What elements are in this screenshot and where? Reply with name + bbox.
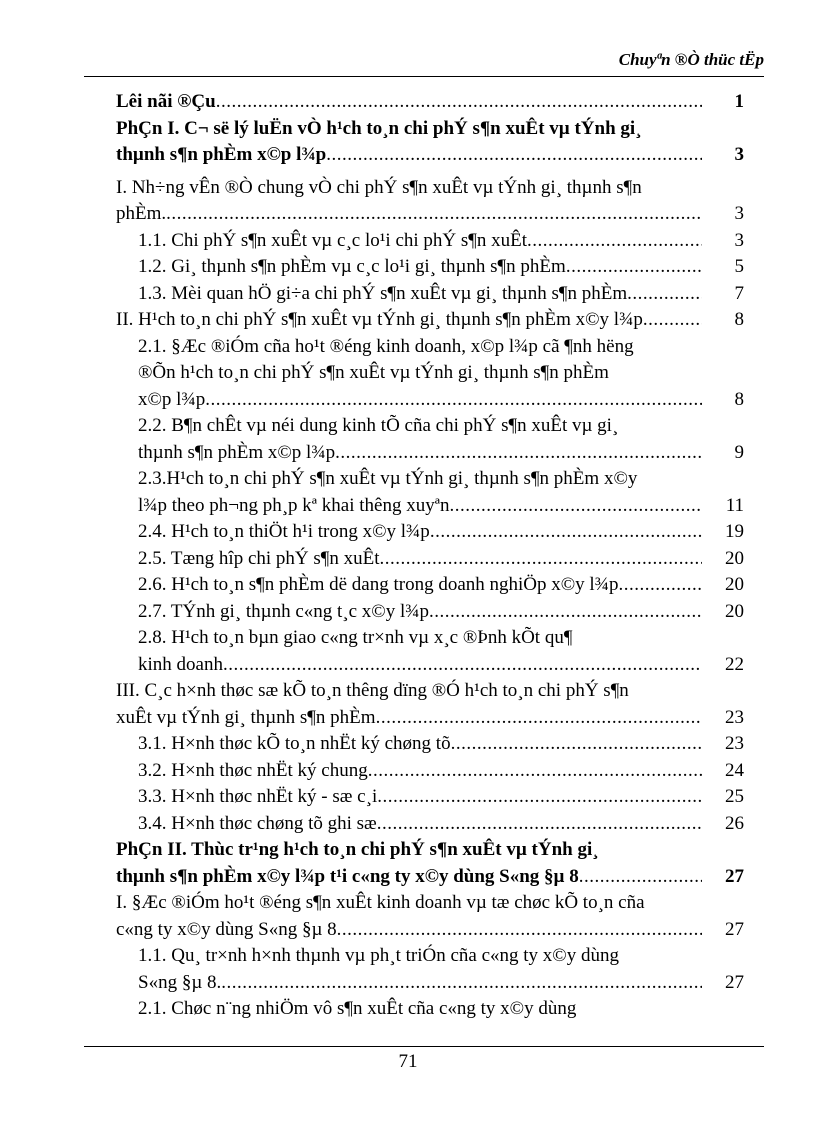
toc-page-number: 27: [725, 971, 744, 993]
toc-entry-text: III. C¸c h×nh thøc sæ kÕ to¸n thêng dïng ®Ó h¹ch to¸n chi phÝ s¶n: [116, 680, 629, 701]
toc-entry-text: 2.1. §Æc ®iÓm cña ho¹t ®éng kinh doanh, x©p l¾p cã ¶nh hëng: [138, 335, 634, 357]
toc-entry[interactable]: [116, 837, 744, 890]
toc-entry-text: thµnh s¶n phÈm x©p l¾p: [116, 144, 327, 165]
toc-dot-leader: [376, 705, 702, 732]
toc-dot-leader: [326, 142, 702, 169]
toc-entry-text: 2.3.H¹ch to¸n chi phÝ s¶n xuÊt vµ tÝnh gi¸ thµnh s¶n phÈm x©y: [138, 468, 638, 489]
toc-page-number: 27: [725, 918, 744, 940]
toc-dot-leader: [166, 201, 702, 228]
toc-page-number: 9: [734, 441, 744, 463]
toc-page-number: 25: [725, 786, 744, 807]
toc-entry[interactable]: [116, 943, 744, 996]
toc-entry-text: 3.2. H×nh thøc nhËt ký chung: [138, 759, 368, 781]
toc-page-number: 8: [734, 388, 744, 410]
toc-dot-leader: [451, 731, 702, 758]
toc-entry[interactable]: [116, 175, 744, 228]
toc-entry-text: 2.1. Chøc n¨ng nhiÖm vô s¶n xuÊt cña c«ng ty x©y dùng: [138, 998, 577, 1019]
toc-entry[interactable]: [116, 281, 744, 308]
toc-page-number: 23: [725, 733, 744, 754]
toc-entry[interactable]: [116, 413, 744, 466]
toc-entry[interactable]: [116, 546, 744, 573]
toc-page-number: 26: [725, 812, 744, 834]
toc-page-number: 3: [734, 144, 744, 165]
toc-entry[interactable]: [116, 996, 744, 1023]
toc-entry-text: phÈm.: [116, 203, 167, 224]
toc-entry[interactable]: [116, 599, 744, 626]
toc-dot-leader: [216, 89, 702, 116]
toc-dot-leader: [627, 281, 702, 308]
toc-entry-text: thµnh s¶n phÈm x©y l¾p t¹i c«ng ty x©y dùng S«ng §µ 8: [116, 865, 579, 887]
toc-entry[interactable]: [116, 572, 744, 599]
footer-rule: [84, 1046, 764, 1047]
toc-dot-leader: [380, 546, 702, 573]
toc-entry-text: 2.2. B¶n chÊt vµ néi dung kinh tÕ cña chi phÝ s¶n xuÊt vµ gi¸: [138, 415, 619, 436]
toc-page-number: 20: [725, 574, 744, 595]
toc-dot-leader: [429, 599, 702, 626]
running-header-title: Chuyªn ®Ò thüc tËp: [618, 50, 764, 69]
toc-dot-leader: [377, 811, 702, 838]
toc-entry[interactable]: [116, 89, 744, 116]
toc-entry-text: 1.1. Chi phÝ s¶n xuÊt vµ c¸c lo¹i chi phÝ s¶n xuÊt: [138, 229, 528, 251]
toc-dot-leader: [368, 758, 702, 785]
toc-entry-text: 2.6. H¹ch to¸n s¶n phÈm dë dang trong doanh nghiÖp x©y l¾p: [138, 574, 619, 595]
toc-entry-text: I. §Æc ®iÓm ho¹t ®éng s¶n xuÊt kinh doanh vµ tæ chøc kÕ to¸n cña: [116, 892, 645, 913]
toc-entry-text: 3.1. H×nh thøc kÕ to¸n nhËt ký chøng tõ: [138, 733, 451, 754]
toc-entry-text: xuÊt vµ tÝnh gi¸ thµnh s¶n phÈm: [116, 706, 376, 728]
toc-entry[interactable]: [116, 784, 744, 811]
toc-entry[interactable]: [116, 811, 744, 838]
toc-page-number: 19: [725, 521, 744, 542]
toc-entry-text: 2.5. Tæng hîp chi phÝ s¶n xuÊt: [138, 547, 380, 569]
toc-entry-text: Lêi nãi ®Çu: [116, 91, 216, 112]
toc-page-number: 11: [725, 494, 744, 516]
toc-entry-text: PhÇn I. C¬ së lý luËn vÒ h¹ch to¸n chi phÝ s¶n xuÊt vµ tÝnh gi¸: [116, 117, 642, 139]
toc-dot-leader: [618, 572, 702, 599]
toc-entry-text: ®Õn h¹ch to¸n chi phÝ s¶n xuÊt vµ tÝnh gi¸ thµnh s¶n phÈm: [138, 362, 609, 383]
toc-page-number: 22: [725, 653, 744, 675]
toc-entry[interactable]: [116, 254, 744, 281]
toc-dot-leader: [337, 917, 702, 944]
toc-dot-leader: [205, 387, 702, 414]
toc-entry-text: II. H¹ch to¸n chi phÝ s¶n xuÊt vµ tÝnh gi¸ thµnh s¶n phÈm x©y l¾p: [116, 309, 643, 330]
toc-dot-leader: [377, 784, 702, 811]
toc-entry[interactable]: [116, 519, 744, 546]
toc-entry-text: 3.3. H×nh thøc nhËt ký - sæ c¸i: [138, 786, 378, 807]
toc-entry-text: thµnh s¶n phÈm x©p l¾p: [138, 441, 336, 463]
toc-entry[interactable]: [116, 116, 744, 169]
toc-page-number: 1: [734, 91, 744, 112]
toc-entry-text: 3.4. H×nh thøc chøng tõ ghi sæ: [138, 812, 377, 834]
toc-dot-leader: [449, 493, 702, 520]
toc-dot-leader: [566, 254, 702, 281]
toc-entry-text: kinh doanh: [138, 653, 223, 675]
toc-dot-leader: [643, 307, 702, 334]
toc-entry-text: x©p l¾p: [138, 388, 206, 410]
toc-page-number: 23: [725, 706, 744, 728]
toc-dot-leader: [223, 652, 702, 679]
toc-dot-leader: [579, 864, 702, 891]
toc-entry[interactable]: [116, 334, 744, 414]
toc-entry-text: 2.4. H¹ch to¸n thiÖt h¹i trong x©y l¾p: [138, 521, 430, 542]
toc-page-number: 3: [734, 229, 744, 251]
toc-entry[interactable]: [116, 678, 744, 731]
toc-page-number: 7: [734, 282, 744, 304]
table-of-contents: [116, 89, 744, 1023]
toc-page-number: 8: [734, 309, 744, 330]
toc-entry[interactable]: [116, 758, 744, 785]
toc-entry[interactable]: [116, 307, 744, 334]
toc-page-number: 24: [725, 759, 744, 781]
toc-page-number: 5: [734, 256, 744, 277]
toc-entry-text: 2.8. H¹ch to¸n bµn giao c«ng tr×nh vµ x¸c ®Þnh kÕt qu¶: [138, 627, 573, 648]
toc-entry-text: 1.3. Mèi quan hÖ gi÷a chi phÝ s¶n xuÊt vµ gi¸ thµnh s¶n phÈm: [138, 282, 628, 304]
toc-entry-text: 1.1. Qu¸ tr×nh h×nh thµnh vµ ph¸t triÓn cña c«ng ty x©y dùng: [138, 945, 619, 966]
header-rule: [84, 76, 764, 77]
toc-page-number: 20: [725, 547, 744, 569]
toc-page-number: 3: [734, 203, 744, 224]
toc-entry[interactable]: [116, 890, 744, 943]
toc-dot-leader: [221, 970, 702, 997]
toc-entry-text: I. Nh÷ng vÊn ®Ò chung vÒ chi phÝ s¶n xuÊt vµ tÝnh gi¸ thµnh s¶n: [116, 176, 642, 198]
toc-entry[interactable]: [116, 625, 744, 678]
toc-entry[interactable]: [116, 228, 744, 255]
toc-dot-leader: [430, 519, 702, 546]
toc-entry[interactable]: [116, 731, 744, 758]
toc-entry-text: c«ng ty x©y dùng S«ng §µ 8: [116, 918, 337, 940]
page-number: 71: [398, 1051, 418, 1072]
toc-entry-text: 1.2. Gi¸ thµnh s¶n phÈm vµ c¸c lo¹i gi¸ thµnh s¶n phÈm: [138, 256, 566, 277]
toc-entry-text: PhÇn II. Thùc tr¹ng h¹ch to¸n chi phÝ s¶n xuÊt vµ tÝnh gi¸: [116, 839, 599, 860]
toc-dot-leader: [335, 440, 702, 467]
toc-page-number: 20: [725, 600, 744, 622]
toc-entry-text: 2.7. TÝnh gi¸ thµnh c«ng t¸c x©y l¾p: [138, 600, 430, 622]
toc-entry-text: l¾p theo ph¬ng ph¸p kª khai thêng xuyªn: [138, 494, 450, 516]
toc-entry[interactable]: [116, 466, 744, 519]
toc-dot-leader: [527, 228, 702, 255]
toc-entry-text: S«ng §µ 8.: [138, 971, 222, 993]
toc-page-number: 27: [725, 865, 744, 887]
